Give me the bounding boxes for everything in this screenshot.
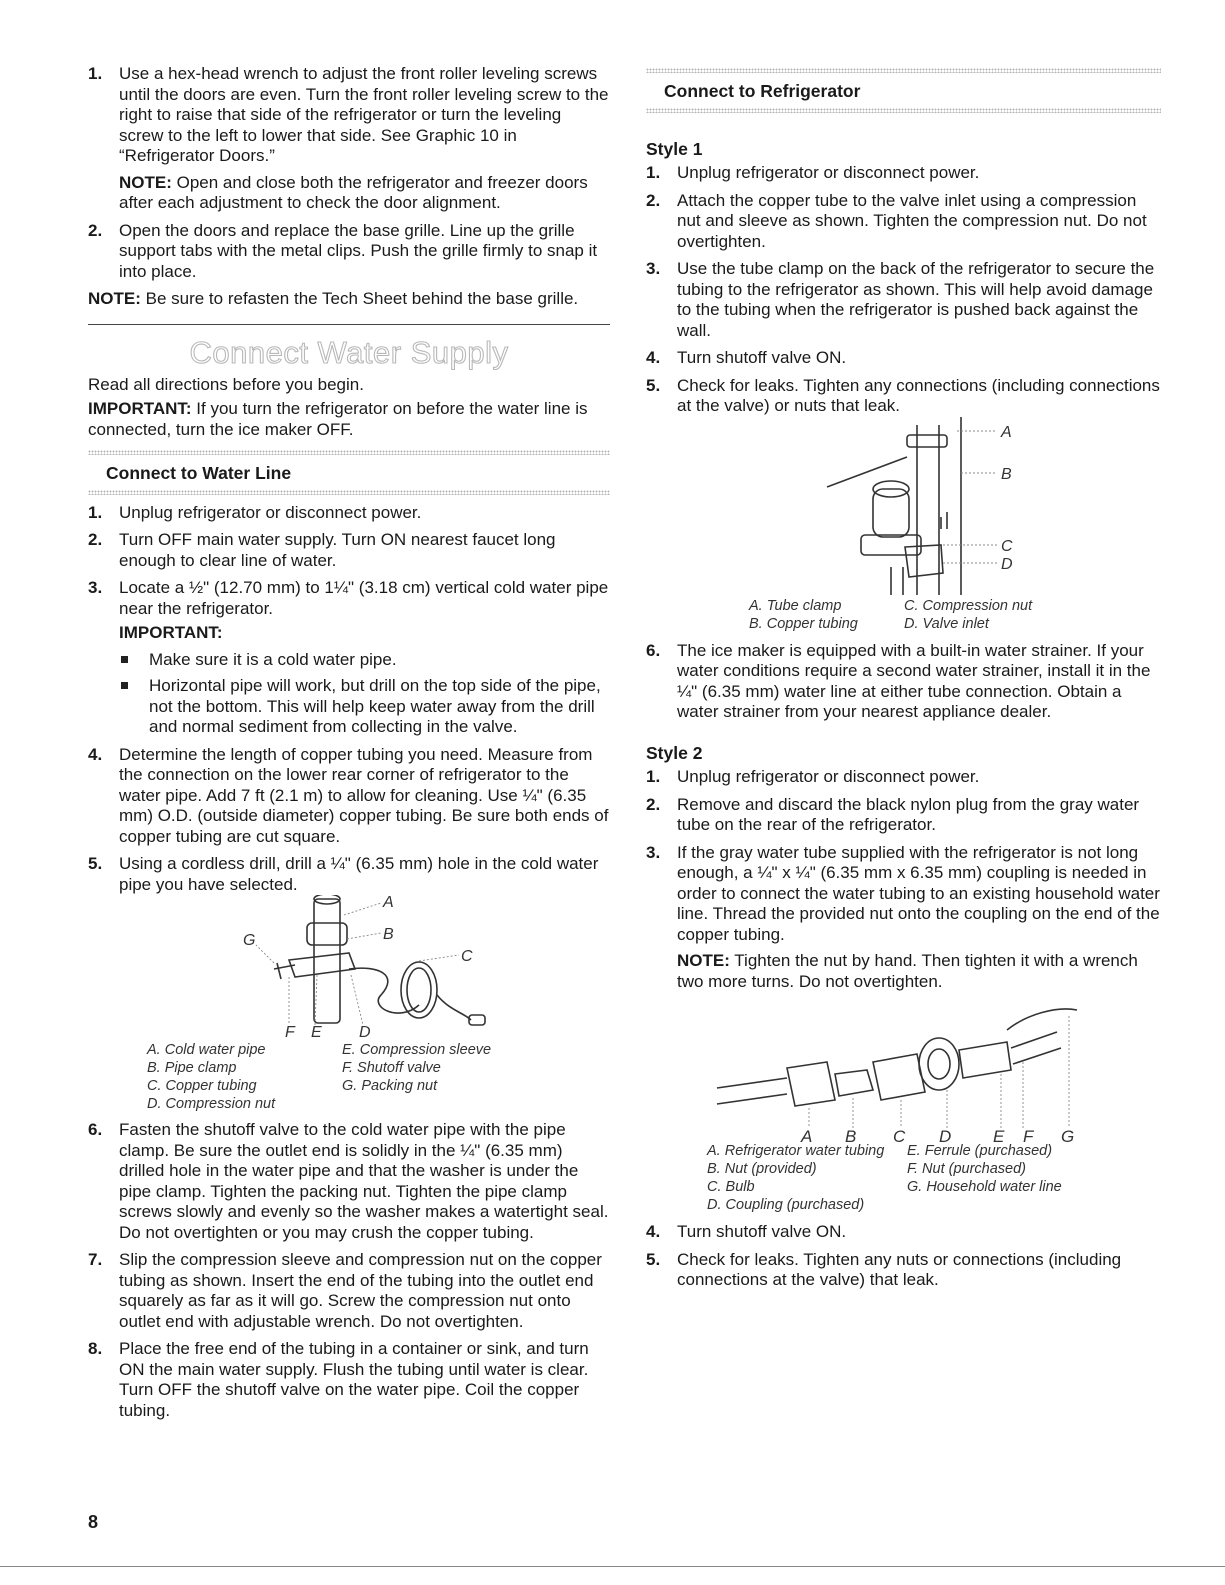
- read-all-text: Read all directions before you begin.: [88, 374, 364, 394]
- divider: [88, 324, 610, 325]
- label-f: F: [285, 1024, 295, 1037]
- style2-steps: [646, 767, 1161, 1291]
- label-d: D: [359, 1024, 371, 1037]
- water-line-steps: [88, 503, 610, 1422]
- label-a: A: [801, 1127, 813, 1142]
- coupling-illustration: [677, 992, 1097, 1142]
- style1-steps: [646, 163, 1161, 723]
- list-item: 2. Attach the copper tube to the valve inlet using a compression nut and sleeve as shown. Tighten the compression nut. Do not overtighten.: [646, 190, 1147, 251]
- note: NOTE: Tighten the nut by hand. Then tighten it with a wrench two more turns. Do not overtighten.: [677, 951, 1138, 991]
- label-g: G: [1061, 1127, 1075, 1142]
- left-column: [88, 64, 610, 1428]
- list-item: 1. Unplug refrigerator or disconnect power.: [88, 502, 422, 522]
- subsection-title: Connect to Water Line: [106, 463, 292, 483]
- list-item: 7. Slip the compression sleeve and compression nut on the copper tubing as shown. Insert the end of the tubing into the outlet end squarely as far as it will go. Screw the compression nut onto outlet end with adjustable wrench. Do not overtighten.: [88, 1250, 602, 1331]
- list-item: 4. Turn shutoff valve ON.: [646, 1222, 847, 1241]
- bullet-item: Horizontal pipe will work, but drill on the top side of the pipe, not the bottom. This will help keep water away from the drill and normal sediment from collecting in the valve.: [119, 676, 610, 738]
- style1-heading: Style 1: [646, 138, 703, 159]
- note: NOTE: Open and close both the refrigerator and freezer doors after each adjustment to check the door alignment.: [119, 172, 588, 212]
- list-item: 5. Check for leaks. Tighten any connections (including connections at the valve) or nuts that leak. A B C D A. Tube clamp C. Compression nut B. Copper tubing D. Valve inlet: [646, 375, 1160, 632]
- page-number: 8: [88, 1512, 99, 1532]
- dotted-divider: [646, 68, 1161, 73]
- label-d: D: [1001, 555, 1013, 573]
- dotted-divider: [646, 108, 1161, 113]
- figure-captions: A. Cold water pipe E. Compression sleeve B. Pipe clamp F. Shutoff valve C. Copper tubing G. Packing nut D. Compression nut: [147, 1042, 492, 1112]
- list-item: 8. Place the free end of the tubing in a container or sink, and turn ON the main water supply. Flush the tubing until water is clear. Turn OFF the shutoff valve on the water pipe. Coil the copper tubing.: [88, 1339, 589, 1420]
- list-item: 5. Using a cordless drill, drill a ¼" (6.35 mm) hole in the cold water pipe you have selected. A B C G F E D A. Cold water pipe E. Compression sleeve B. Pipe clamp F. Shutoff valve C. Copper tubing G. Packing nut D. Compression nut: [88, 854, 610, 1113]
- label-e: E: [993, 1127, 1005, 1142]
- dotted-divider: [88, 450, 610, 455]
- label-c: C: [1001, 537, 1013, 555]
- figure-captions: A. Refrigerator water tubing E. Ferrule (purchased) B. Nut (provided) F. Nut (purchased) C. Bulb G. Household water line D. Coupling (purchased): [707, 1143, 1062, 1213]
- dotted-divider: [88, 490, 610, 495]
- list-item: 1. Use a hex-head wrench to adjust the front roller leveling screws until the doors are even. Turn the front roller leveling screw to the right to raise that side of the refrigerator or turn the leveling screw to the left to lower that side. See Graphic 10 in “Refrigerator Doors.” NOTE: Open and close both the refrigerator and freezer doors after each adjustment to check the door alignment.: [88, 64, 609, 212]
- label-b: B: [845, 1127, 857, 1142]
- label-f: F: [1023, 1127, 1034, 1142]
- step-text: Use a hex-head wrench to adjust the front roller leveling screws until the doors are even. Turn the front roller leveling screw to the right to raise that side of the refrigerator or turn the leveling screw to the left to lower that side. See Graphic 10 in “Refrigerator Doors.”: [119, 64, 609, 165]
- list-item: 3. Locate a ½" (12.70 mm) to 1¼" (3.18 cm) vertical cold water pipe near the refrigerator. IMPORTANT: Make sure it is a cold water pipe. Horizontal pipe will work, but drill on the top side of the pipe, not the bottom. This will help keep water away from the drill and normal sediment from collecting in the valve.: [88, 578, 609, 736]
- leveling-steps: [88, 64, 610, 282]
- shutoff-valve-figure: [119, 895, 610, 1037]
- list-item: 6. Fasten the shutoff valve to the cold water pipe with the pipe clamp. Be sure the outlet end is solidly in the ¼" (6.35 mm) drilled hole in the water pipe and that the washer is under the pipe clamp. Tighten the packing nut. Tighten the pipe clamp screws slowly and evenly so the washer makes a watertight seal. Do not overtighten or you may crush the copper tubing.: [88, 1120, 609, 1242]
- list-item: 2. Open the doors and replace the base grille. Line up the grille support tabs with the metal clips. Push the grille firmly to snap it into place.: [88, 221, 610, 283]
- list-item: 3. Use the tube clamp on the back of the refrigerator to secure the tubing to the refrigerator as shown. This will help avoid damage to the tubing when the refrigerator is pushed back against the wall.: [646, 259, 1155, 340]
- list-item: 4. Turn shutoff valve ON.: [646, 348, 847, 367]
- list-item: 2. Turn OFF main water supply. Turn ON nearest faucet long enough to clear line of water.: [88, 530, 556, 570]
- label-e: E: [311, 1024, 322, 1037]
- refrigerator-valve-illustration: [677, 417, 1097, 595]
- bullet-list: [119, 650, 610, 738]
- label-c: C: [461, 948, 473, 965]
- list-item: 5. Check for leaks. Tighten any nuts or connections (including connections at the valve) that leak.: [646, 1249, 1122, 1289]
- section-title: Connect Water Supply: [189, 334, 509, 370]
- figure-captions: A. Tube clamp C. Compression nut B. Copper tubing D. Valve inlet: [749, 597, 1033, 632]
- style2-heading: Style 2: [646, 742, 703, 763]
- label-d: D: [939, 1127, 952, 1142]
- important-paragraph: IMPORTANT: If you turn the refrigerator on before the water line is connected, turn the ice maker OFF.: [88, 399, 588, 439]
- label-b: B: [1001, 465, 1012, 483]
- step-text: Open the doors and replace the base grille. Line up the grille support tabs with the metal clips. Push the grille firmly to snap it into place.: [119, 220, 598, 281]
- important-label: IMPORTANT:: [119, 623, 223, 642]
- bullet-item: Make sure it is a cold water pipe.: [119, 650, 610, 671]
- list-item: 3. If the gray water tube supplied with the refrigerator is not long enough, a ¼" x ¼" (6.35 mm x 6.35 mm) coupling is needed in order to connect the water tubing to an existing household water line. Thread the provided nut onto the coupling on the end of the copper tubing. NOTE: Tighten the nut by hand. Then tighten it with a wrench two more turns. Do not overtighten. A B C D E F G A. Refrigerator water tubing E. Ferrule (purchased) B. Nut (provided) F. Nut (purchased) C. Bulb G. Household water line D. Coupling (purchased): [646, 842, 1160, 1213]
- valve-illustration: [119, 895, 559, 1037]
- subsection-title: Connect to Refrigerator: [664, 81, 861, 101]
- list-item: 4. Determine the length of copper tubing you need. Measure from the connection on the lower rear corner of refrigerator to the water pipe. Add 7 ft (2.1 m) to allow for cleaning. Use ¼" (6.35 mm) O.D. (outside diameter) copper tubing. Be sure both ends of copper tubing are cut square.: [88, 744, 609, 846]
- coupling-figure: [677, 992, 1161, 1142]
- label-g: G: [243, 932, 256, 949]
- list-item: 1. Unplug refrigerator or disconnect power.: [646, 163, 980, 182]
- grille-note: NOTE: Be sure to refasten the Tech Sheet behind the base grille.: [88, 289, 579, 308]
- label-b: B: [383, 926, 394, 943]
- valve-inlet-figure: [677, 417, 1161, 595]
- list-item: 1. Unplug refrigerator or disconnect power.: [646, 767, 980, 786]
- bottom-border: [0, 1566, 1225, 1567]
- list-item: 2. Remove and discard the black nylon plug from the gray water tube on the rear of the refrigerator.: [646, 794, 1140, 834]
- label-a: A: [383, 895, 394, 911]
- right-column: [646, 68, 1161, 1298]
- label-a: A: [1001, 423, 1012, 441]
- label-c: C: [893, 1127, 906, 1142]
- list-item: 6. The ice maker is equipped with a built-in water strainer. If your water conditions require a second water strainer, install it in the ¼" (6.35 mm) water line at either tube connection. Obtain a water strainer from your nearest appliance dealer.: [646, 640, 1151, 721]
